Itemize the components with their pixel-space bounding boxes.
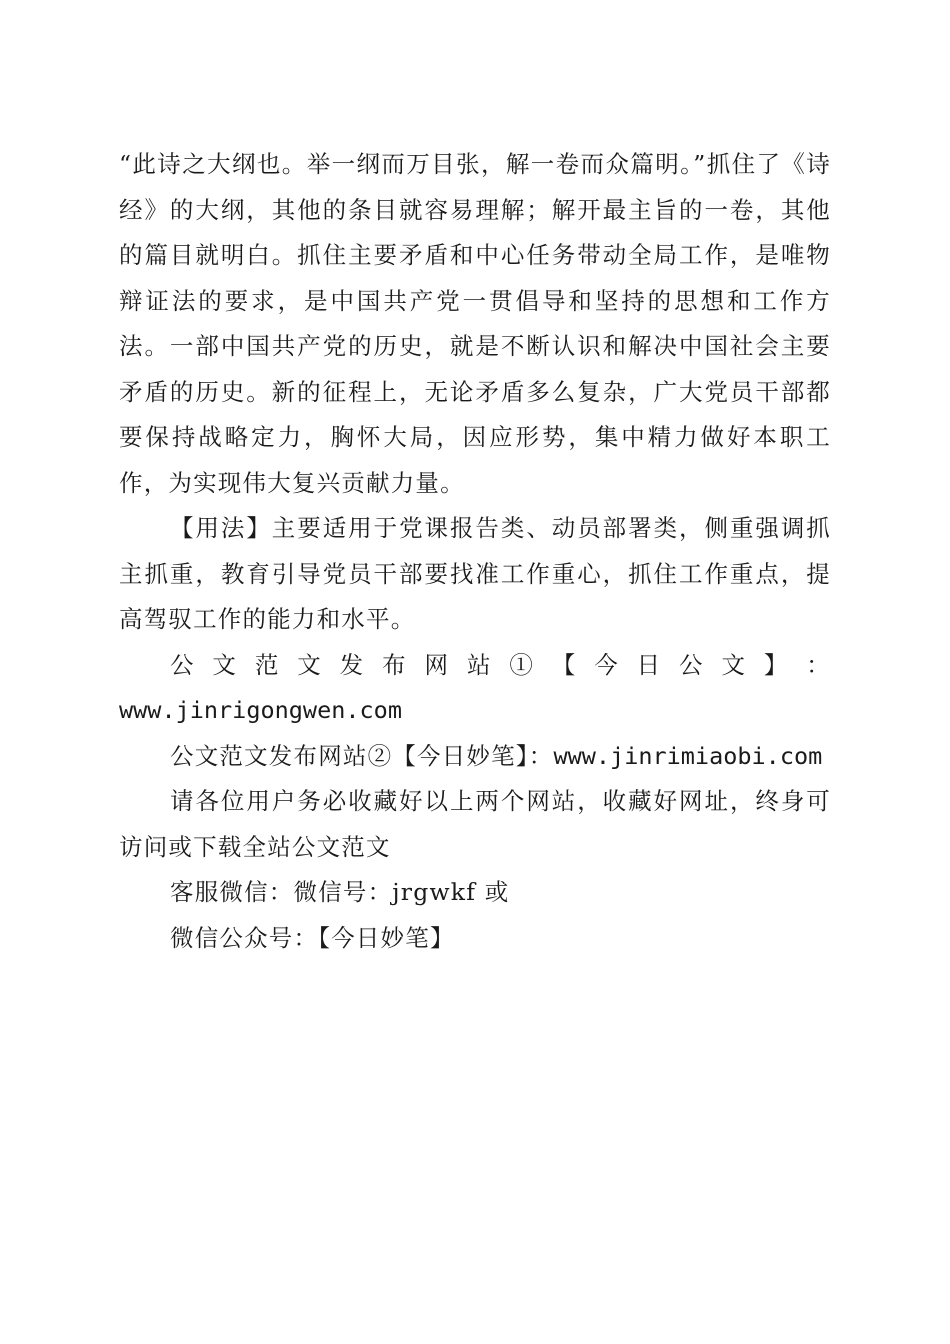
bookmark-notice: 请各位用户务必收藏好以上两个网站，收藏好网址，终身可访问或下载全站公文范文 bbox=[119, 787, 831, 861]
official-account: 微信公众号：【今日妙笔】 bbox=[170, 923, 455, 952]
document-body bbox=[119, 142, 831, 961]
site1-label: 公 文 范 文 发 布 网 站 ① 【 今 日 公 文 】 ： bbox=[170, 650, 831, 679]
site2-label: 公文范文发布网站②【今日妙笔】： bbox=[170, 741, 554, 770]
site1-url: www.jinrigongwen.com bbox=[119, 696, 402, 724]
body-paragraph-1: “此诗之大纲也。举一纲而万目张，解一卷而众篇明。”抓住了《诗经》的大纲，其他的条目就容易理解；解开最主旨的一卷，其他的篇目就明白。抓住主要矛盾和中心任务带动全局工作，是唯物辩证法的要求，是中国共产党一贯倡导和坚持的思想和工作方法。一部中国共产党的历史，就是不断认识和解决中国社会主要矛盾的历史。新的征程上，无论矛盾多么复杂，广大党员干部都要保持战略定力，胸怀大局，因应形势，集中精力做好本职工作，为实现伟大复兴贡献力量。 bbox=[119, 150, 831, 497]
usage-paragraph: 【用法】主要适用于党课报告类、动员部署类，侧重强调抓主抓重，教育引导党员干部要找准工作重心，抓住工作重点，提高驾驭工作的能力和水平。 bbox=[119, 514, 831, 633]
site2-url: www.jinrimiaobi.com bbox=[553, 741, 823, 770]
site2-line bbox=[119, 734, 831, 780]
customer-service-wechat: 客服微信：微信号：jrgwkf 或 bbox=[170, 878, 510, 906]
